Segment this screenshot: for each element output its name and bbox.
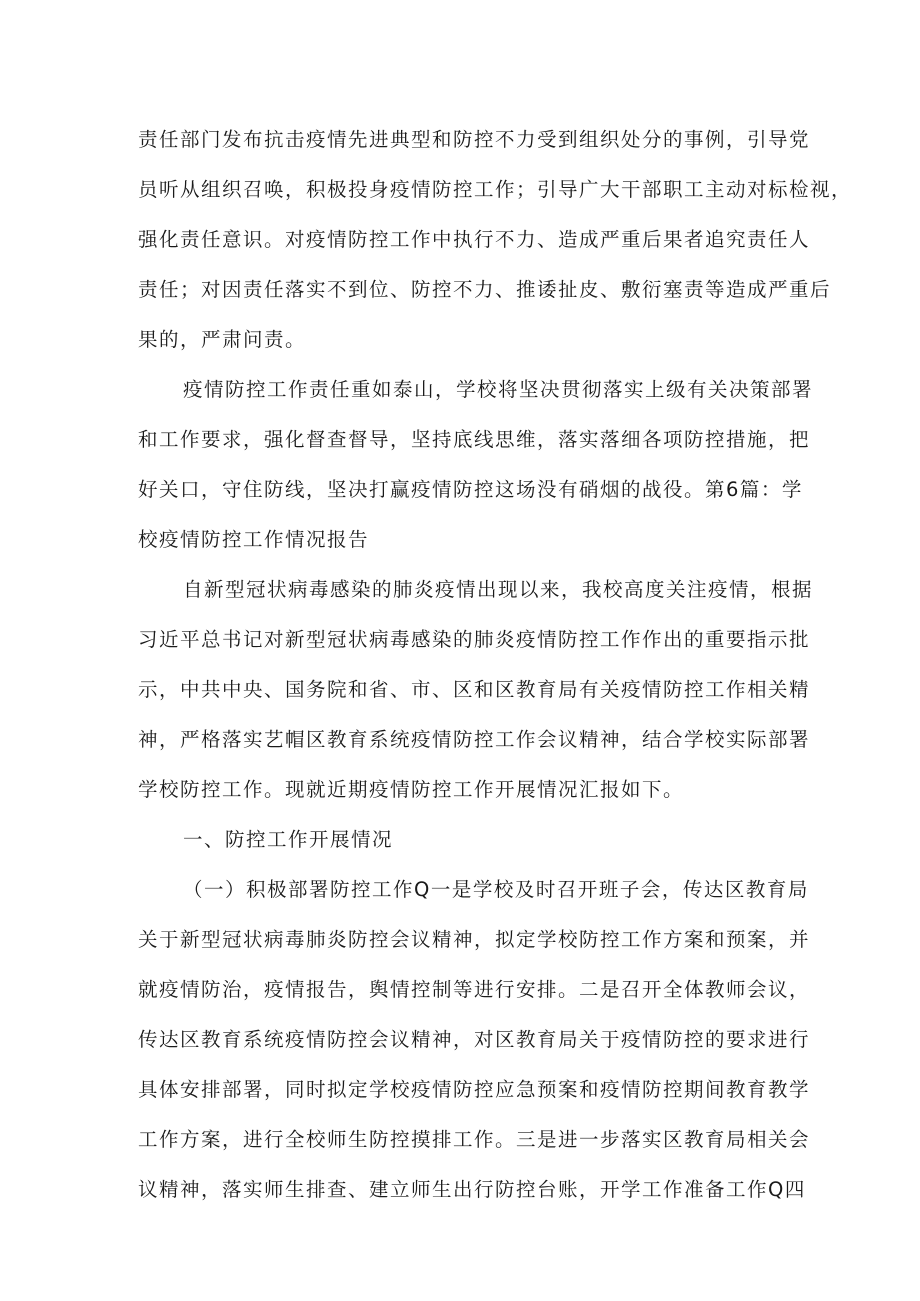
text-line: 自新型冠状病毒感染的肺炎疫情出现以来，我校高度关注疫情，根据 xyxy=(183,578,814,601)
text-line: 学校防控工作。现就近期疫情防控工作开展情况汇报如下。 xyxy=(138,778,685,801)
text-line: 习近平总书记对新型冠状病毒感染的肺炎疫情防控工作作出的重要指示批 xyxy=(138,628,811,651)
text-line: 疫情防控工作责任重如泰山，学校将坚决贯彻落实上级有关决策部署 xyxy=(183,378,814,401)
text-line: 好关口，守住防线，坚决打赢疫情防控这场没有硝烟的战役。第6篇：学 xyxy=(138,478,803,501)
text-line: 传达区教育系统疫情防控会议精神，对区教育局关于疫情防控的要求进行 xyxy=(138,1028,811,1051)
text-line: 强化责任意识。对疫情防控工作中执行不力、造成严重后果者追究责任人 xyxy=(138,228,811,251)
section-heading: 一、防控工作开展情况 xyxy=(183,828,394,851)
text-line: 议精神，落实师生排查、建立师生出行防控台账，开学工作准备工作Q四 xyxy=(138,1178,806,1201)
text-line: 果的，严肃问责。 xyxy=(138,328,307,351)
text-line: 工作方案，进行全校师生防控摸排工作。三是进一步落实区教育局相关会 xyxy=(138,1128,811,1151)
text-line: 校疫情防控工作情况报告 xyxy=(138,528,370,551)
text-line: 就疫情防治，疫情报告，舆情控制等进行安排。二是召开全体教师会议， xyxy=(138,978,811,1001)
text-line: 员听从组织召唤，积极投身疫情防控工作；引导广大干部职工主动对标检视， xyxy=(138,178,853,201)
text-line: 神，严格落实艺帽区教育系统疫情防控工作会议精神，结合学校实际部署 xyxy=(138,728,811,751)
text-line: 具体安排部署，同时拟定学校疫情防控应急预案和疫情防控期间教育教学 xyxy=(138,1078,811,1101)
text-line: 关于新型冠状病毒肺炎防控会议精神，拟定学校防控工作方案和预案，并 xyxy=(138,928,811,951)
text-line: 责任部门发布抗击疫情先进典型和防控不力受到组织处分的事例，引导党 xyxy=(138,128,811,151)
text-line: 和工作要求，强化督查督导，坚持底线思维，落实落细各项防控措施，把 xyxy=(138,428,811,451)
text-line: （一）积极部署防控工作Q一是学校及时召开班子会，传达区教育局 xyxy=(183,878,809,901)
text-line: 责任；对因责任落实不到位、防控不力、推诿扯皮、敷衍塞责等造成严重后 xyxy=(138,278,832,301)
text-line: 示，中共中央、国务院和省、市、区和区教育局有关疫情防控工作相关精 xyxy=(138,678,811,701)
